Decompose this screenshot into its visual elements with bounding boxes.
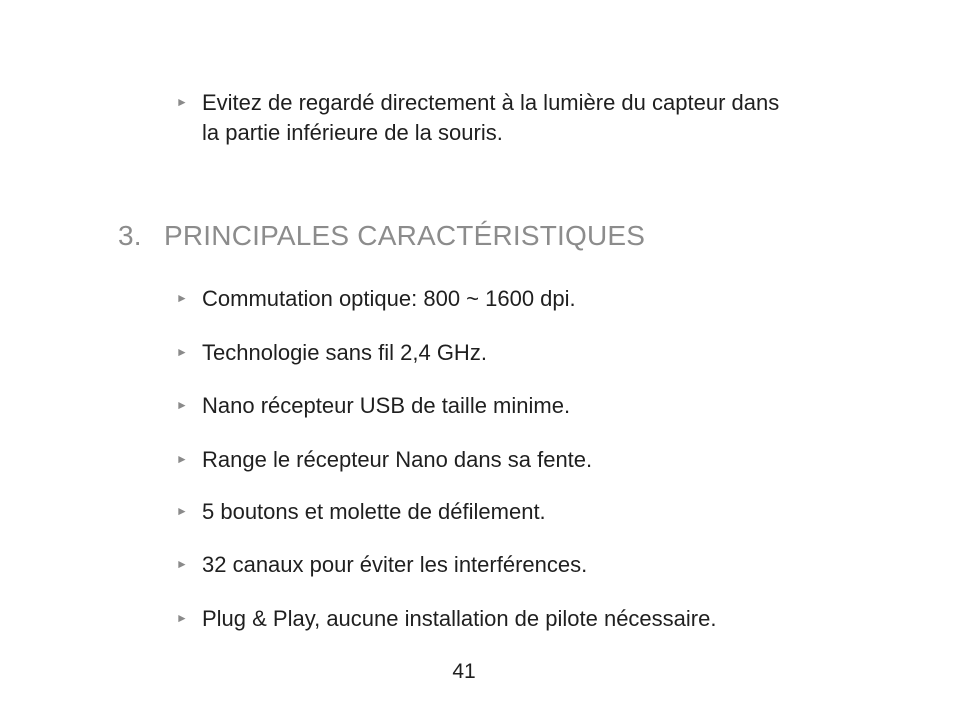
bullet-triangle-icon: ►	[176, 291, 188, 305]
feature-item	[176, 445, 876, 475]
feature-item	[176, 391, 876, 421]
feature-item	[176, 284, 876, 314]
bullet-triangle-icon: ►	[176, 504, 188, 518]
feature-text: Commutation optique: 800 ~ 1600 dpi.	[202, 286, 576, 311]
feature-item	[176, 604, 876, 634]
feature-text: Range le récepteur Nano dans sa fente.	[202, 447, 593, 472]
feature-item	[176, 497, 876, 527]
intro-bullet-text	[202, 88, 779, 148]
section-heading	[118, 218, 645, 254]
feature-text: 5 boutons et molette de défilement.	[202, 499, 546, 524]
bullet-triangle-icon: ►	[176, 611, 188, 625]
section-number: 3.	[118, 220, 142, 251]
intro-bullet-line-1: Evitez de regardé directement à la lumière du capteur dans	[202, 90, 780, 115]
bullet-triangle-icon: ►	[176, 95, 188, 109]
feature-text: 32 canaux pour éviter les interférences.	[202, 552, 588, 577]
section-title: PRINCIPALES CARACTÉRISTIQUES	[164, 220, 646, 251]
feature-text: Technologie sans fil 2,4 GHz.	[202, 340, 487, 365]
bullet-triangle-icon: ►	[176, 398, 188, 412]
feature-text: Nano récepteur USB de taille minime.	[202, 393, 571, 418]
feature-text: Plug & Play, aucune installation de pilote nécessaire.	[202, 606, 717, 631]
feature-item	[176, 550, 876, 580]
intro-bullet-line-2: la partie inférieure de la souris.	[202, 120, 503, 145]
feature-item	[176, 338, 876, 368]
page-number: 41	[452, 660, 476, 683]
bullet-triangle-icon: ►	[176, 345, 188, 359]
bullet-triangle-icon: ►	[176, 452, 188, 466]
intro-bullet-item	[176, 88, 876, 148]
bullet-triangle-icon: ►	[176, 557, 188, 571]
